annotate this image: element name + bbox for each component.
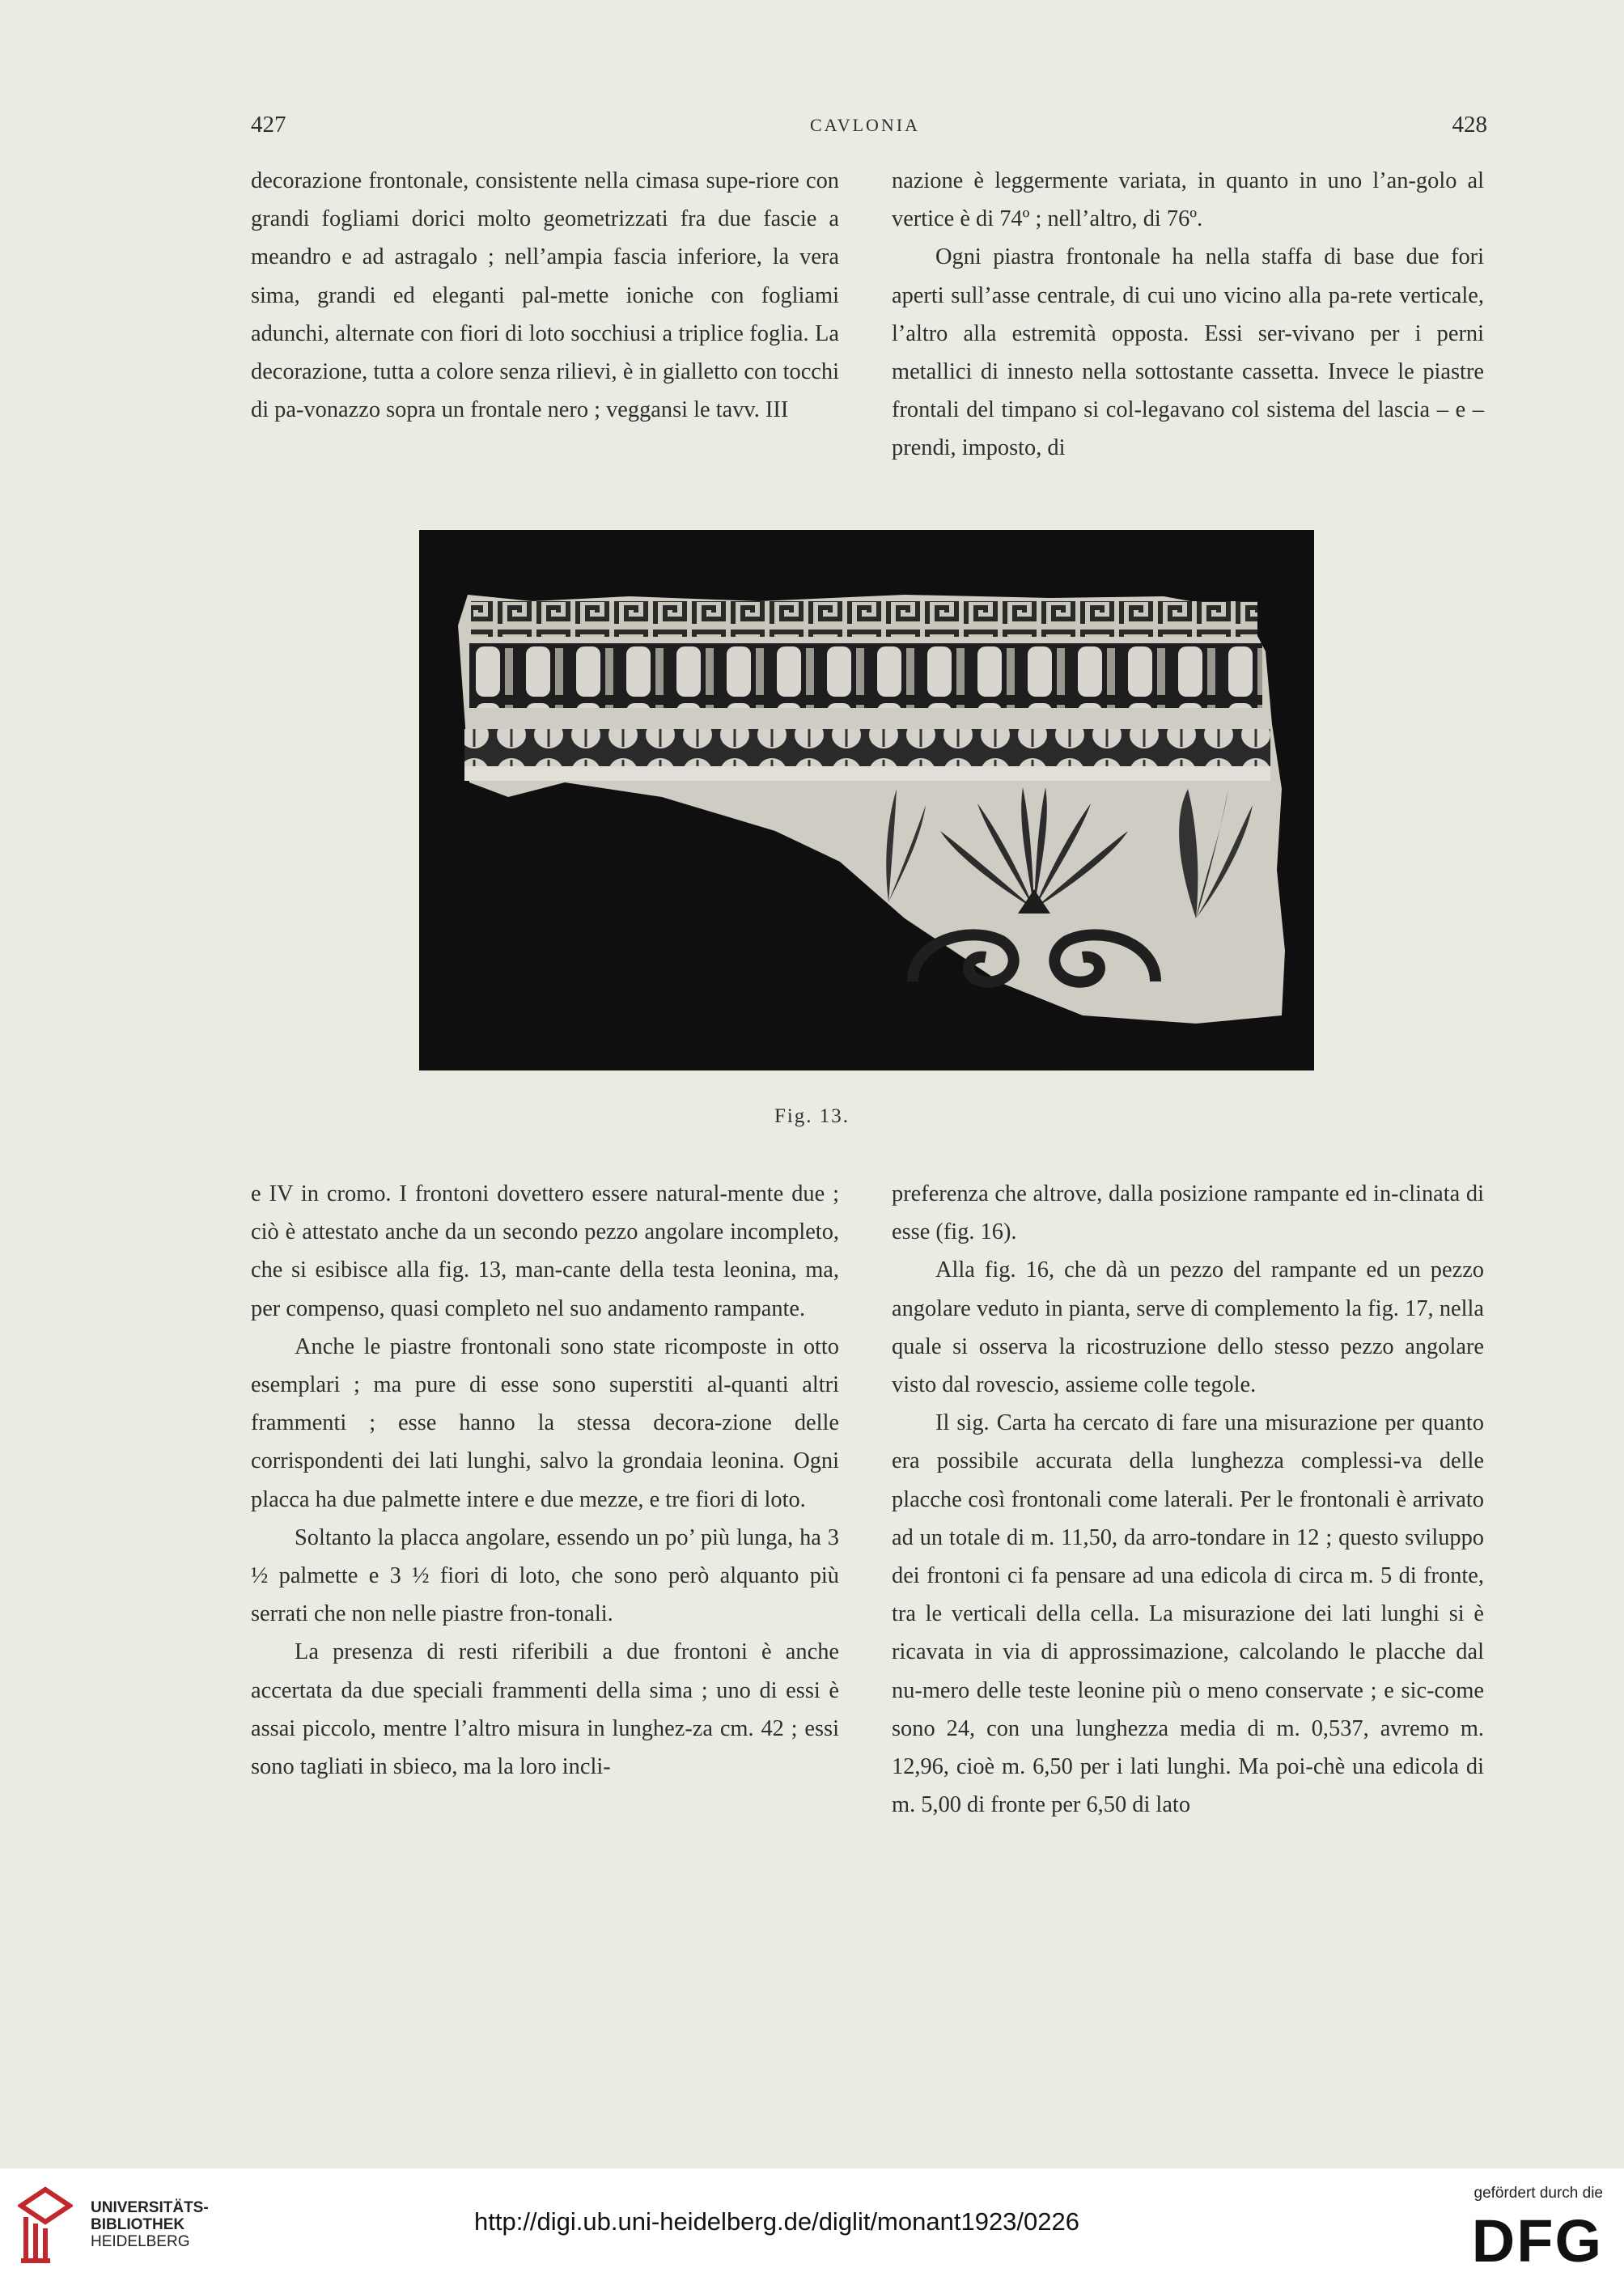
paragraph: nazione è leggermente variata, in quanto in uno l’an-golo al vertice è di 74º ; nell’altro, di 76º. (892, 168, 1484, 232)
terracotta-fragment-image (419, 530, 1314, 1070)
paragraph: Soltanto la placca angolare, essendo un po’ più lunga, ha 3 ½ palmette e 3 ½ fiori di loto, che sono però alquanto più serrati che non nelle piastre fron-tonali. (251, 1524, 839, 1627)
text-column-upper-right (892, 162, 1484, 468)
page-number-left: 427 (251, 112, 286, 138)
figure-caption: Fig. 13. (774, 1105, 850, 1127)
paragraph: preferenza che altrove, dalla posizione rampante ed in-clinata di esse (fig. 16). (892, 1181, 1484, 1245)
text-column-lower-left (251, 1175, 839, 1786)
running-title: CAVLONIA (809, 115, 921, 135)
university-library-name: UNIVERSITÄTS- BIBLIOTHEK HEIDELBERG (91, 2199, 209, 2250)
permalink-url[interactable]: http://digi.ub.uni-heidelberg.de/diglit/monant1923/0226 (474, 2207, 1079, 2236)
text-column-lower-right (892, 1175, 1484, 1824)
page-number-right: 428 (1452, 112, 1487, 138)
university-library-logo-icon (18, 2185, 73, 2266)
dfg-logo: DFG (1471, 2207, 1603, 2274)
paragraph: Il sig. Carta ha cercato di fare una misurazione per quanto era possibile accurata della lunghezza complessi-va delle placche così frontonali come laterali. Per le frontonali è arrivato ad un totale di m. 11,50, da arro-tondare in 12 ; questo sviluppo dei frontoni ci fa pensare ad una edicola di circa m. 5 di fronte, tra le verticali della cella. La misurazione dei lati lunghi si è ricavata in via di approssimazione, calcolando le placche dal nu-mero delle teste leonine più o meno conservate ; e sic-come sono 24, con una lunghezza media di m. 0,537, avremo m. 12,96, cioè m. 6,50 per i lati lunghi. Ma poi-chè una edicola di m. 5,00 di fronte per 6,50 di lato (892, 1410, 1484, 1818)
paragraph: e IV in cromo. I frontoni dovettero essere natural-mente due ; ciò è attestato anche da un secondo pezzo angolare incompleto, che si esibisce alla fig. 13, man-cante della testa leonina, ma, per compenso, quasi completo nel suo andamento rampante. (251, 1181, 839, 1321)
paragraph: Ogni piastra frontonale ha nella staffa di base due fori aperti sull’asse centrale, di cui uno vicino alla pa-rete verticale, l’altro alla estremità opposta. Essi ser-vivano per i perni metallici di innesto nella sottostante cassetta. Invece le piastre frontali del timpano si col-legavano col sistema del lascia – e – prendi, imposto, di (892, 244, 1484, 461)
paragraph: Anche le piastre frontonali sono state ricomposte in otto esemplari ; ma pure di esse sono superstiti al-quanti altri frammenti ; esse hanno la stessa decora-zione delle corrispondenti dei lati lunghi, salvo la grondaia leonina. Ogni placca ha due palmette intere e due mezze, e tre fiori di loto. (251, 1333, 839, 1512)
paragraph: La presenza di resti riferibili a due frontoni è anche accertata da due speciali frammenti della sima ; uno di essi è assai piccolo, mentre l’altro misura in lunghez-za cm. 42 ; essi sono tagliati in sbieco, ma la loro incli- (251, 1639, 839, 1780)
figure-photograph (419, 530, 1314, 1070)
funding-caption: gefördert durch die (1473, 2185, 1603, 2202)
text-column-upper-left (251, 162, 839, 429)
digitization-footer (0, 2168, 1624, 2285)
paragraph: decorazione frontonale, consistente nella cimasa supe-riore con grandi fogliami dorici molto geometrizzati fra due fascie a meandro e ad astragalo ; nell’ampia fascia inferiore, la vera sima, grandi ed eleganti pal-mette ioniche con fogliami adunchi, alternate con fiori di loto socchiusi a triplice foglia. La decorazione, tutta a colore senza rilievi, è in gialletto con tocchi di pa-vonazzo sopra un frontale nero ; veggansi le tavv. III (251, 168, 839, 423)
running-header (243, 112, 1487, 147)
paragraph: Alla fig. 16, che dà un pezzo del rampante ed un pezzo angolare veduto in pianta, serve di complemento la fig. 17, nella quale si osserva la ricostruzione dello stesso pezzo angolare visto dal rovescio, assieme colle tegole. (892, 1257, 1484, 1398)
